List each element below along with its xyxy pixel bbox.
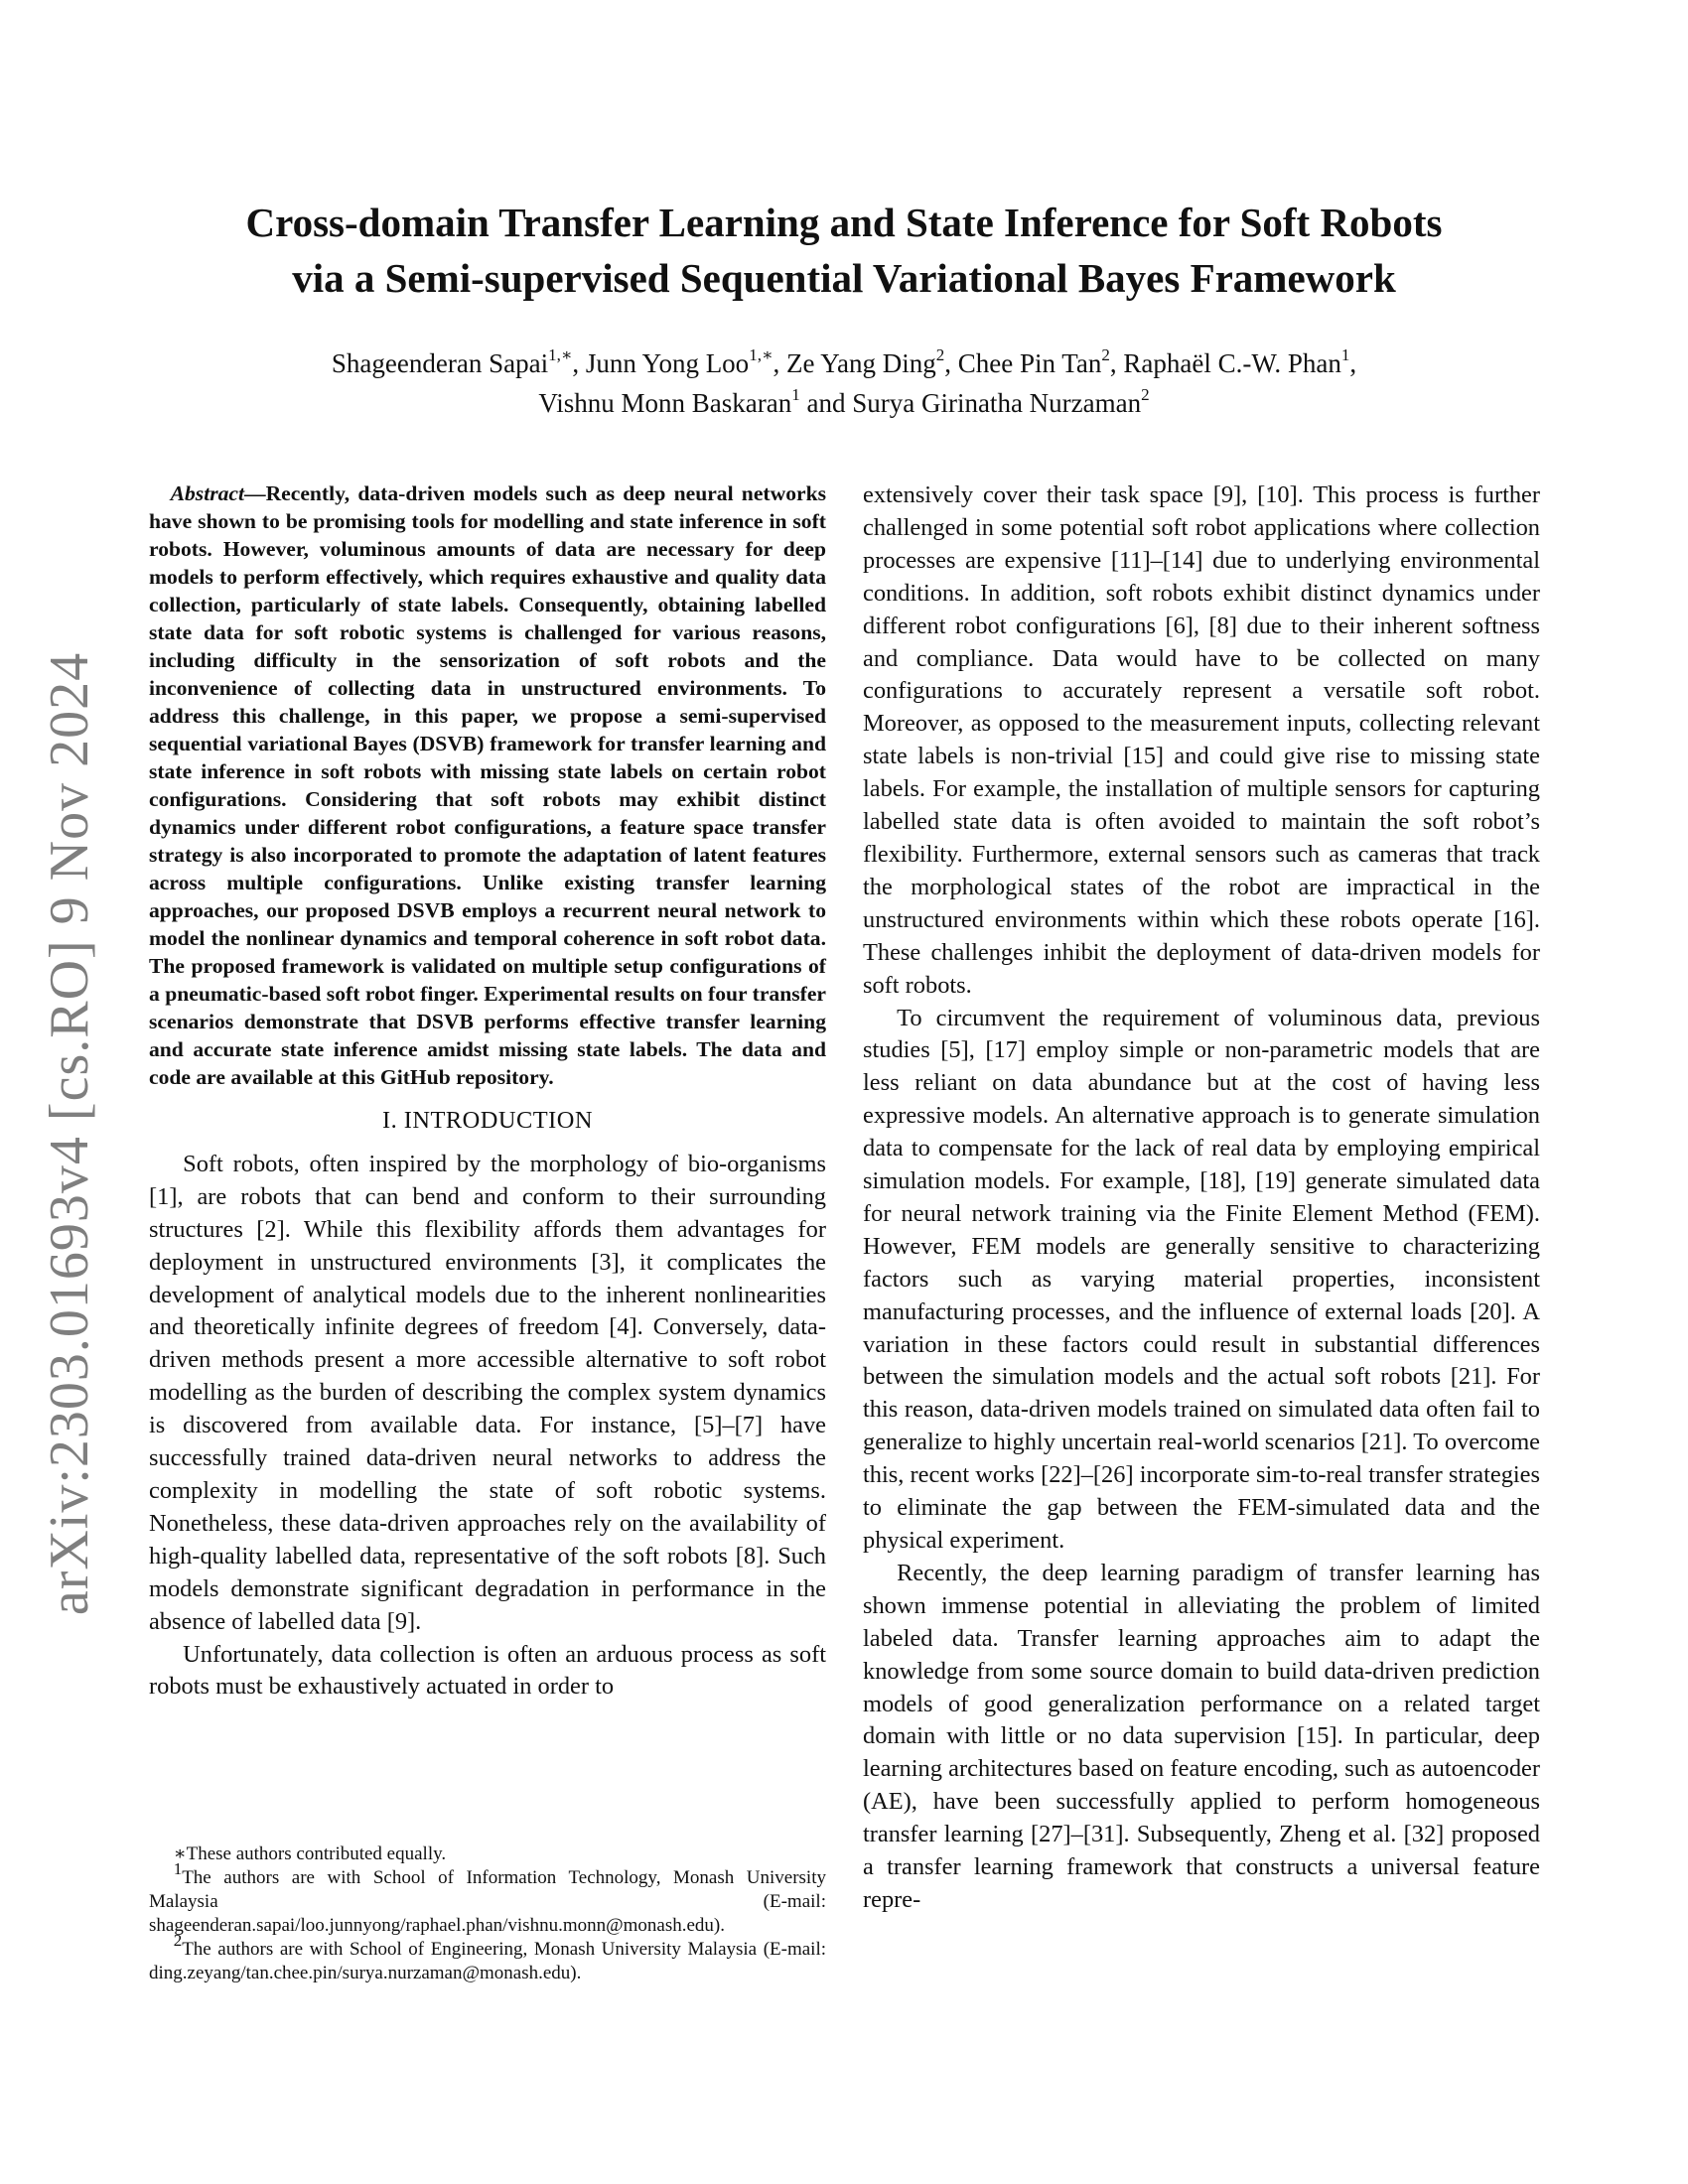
author-line-2: [149, 383, 1539, 423]
author-affiliation: 1: [1340, 345, 1350, 364]
footnote-mark-2: 2: [173, 1930, 183, 1950]
author-name: Chee Pin Tan: [957, 348, 1102, 378]
abstract-dash: —: [243, 481, 266, 505]
section-heading-introduction: I. INTRODUCTION: [381, 1107, 594, 1134]
footnote-text-1: The authors are with School of Information Technology, Monash University Malaysia (E-mail: shageenderan.sapai/loo.junnyong/raphael.phan/vishnu.monn@monash.edu).: [149, 1867, 826, 1936]
author-separator: ,: [773, 348, 786, 378]
arxiv-identifier-stamp: arXiv:2303.01693v4 [cs.RO] 9 Nov 2024: [39, 651, 100, 1616]
author-affiliation: 1,∗: [749, 345, 774, 364]
footnote-mark-1: 1: [173, 1858, 183, 1878]
title-line-1: Cross-domain Transfer Learning and State Inference for Soft Robots: [245, 200, 1443, 245]
footnote-equal-contribution: ∗These authors contributed equally.: [173, 1843, 447, 1864]
author-affiliation: 2: [1141, 385, 1150, 404]
author-name: Surya Girinatha Nurzaman: [852, 388, 1142, 418]
abstract: [149, 479, 826, 1091]
author-affiliation: 1,∗: [548, 345, 573, 364]
paper-title: [149, 195, 1539, 306]
title-line-2: via a Semi-supervised Sequential Variational Bayes Framework: [292, 255, 1396, 301]
abstract-label: Abstract: [170, 481, 244, 505]
author-list: [149, 343, 1539, 423]
abstract-text: Recently, data-driven models such as deep neural networks have shown to be promising tools for modelling and state inference in soft robots. However, voluminous amounts of data are necessary for deep models to perform effectively, which requires exhaustive and quality data collection, particularly of state labels. Consequently, obtaining labelled state data for soft robotic systems is challenged for various reasons, including difficulty in the sensorization of soft robots and the inconvenience of collecting data in unstructured environments. To address this challenge, in this paper, we propose a semi-supervised sequential variational Bayes (DSVB) framework for transfer learning and state inference in soft robots with missing state labels on certain robot configurations. Considering that soft robots may exhibit distinct dynamics under different robot configurations, a feature space transfer strategy is also incorporated to promote the adaptation of latent features across multiple configurations. Unlike existing transfer learning approaches, our proposed DSVB employs a recurrent neural network to model the nonlinear dynamics and temporal coherence in soft robot data. The proposed framework is validated on multiple setup configurations of a pneumatic-based soft robot finger. Experimental results on four transfer scenarios demonstrate that DSVB performs effective transfer learning and accurate state inference amidst missing state labels. The data and code are available at this GitHub repository.: [149, 481, 826, 1089]
author-affiliation: 2: [1101, 345, 1110, 364]
footnote-affiliation-1: [149, 1858, 826, 1938]
footnote-text-2: The authors are with School of Engineering, Monash University Malaysia (E-mail: ding.zeyang/tan.chee.pin/surya.nurzaman@monash.edu).: [149, 1939, 826, 1983]
footnote-affiliation-2: [149, 1930, 826, 1985]
author-name: Shageenderan Sapai: [331, 348, 549, 378]
left-column: [149, 479, 826, 1704]
intro-paragraph-1: Soft robots, often inspired by the morphology of bio-organisms [1], are robots that can bend and conform to their surrounding structures [2]. While this flexibility affords them advantages for deployment in unstructured environments [3], it complicates the development of analytical models due to the inherent nonlinearities and theoretically infinite degrees of freedom [4]. Conversely, data-driven methods present a more accessible alternative to soft robot modelling as the burden of describing the complex system dynamics is discovered from available data. For instance, [5]–[7] have successfully trained data-driven neural networks to address the complexity in modelling the state of soft robotic systems. Nonetheless, these data-driven approaches rely on the availability of high-quality labelled data, representative of the soft robots [8]. Such models demonstrate significant degradation in performance in the absence of labelled data [9].: [149, 1150, 826, 1635]
author-name: Vishnu Monn Baskaran: [538, 388, 792, 418]
author-name: Junn Yong Loo: [585, 348, 750, 378]
author-affiliation: 2: [935, 345, 945, 364]
author-separator: ,: [944, 348, 958, 378]
body-paragraph-continued: extensively cover their task space [9], [10]. This process is further challenged in some potential soft robot applications where collection processes are expensive [11]–[14] due to underlying environmental conditions. In addition, soft robots exhibit distinct dynamics under different robot configurations [6], [8] due to their inherent softness and compliance. Data would have to be collected on many configurations to accurately represent a versatile soft robot. Moreover, as opposed to the measurement inputs, collecting relevant state labels is non-trivial [15] and could give rise to missing state labels. For example, the installation of multiple sensors for capturing labelled state data is often avoided to maintain the soft robot’s flexibility. Furthermore, external sensors such as cameras that track the morphological states of the robot are impractical in the unstructured environments within which these robots operate [16]. These challenges inhibit the deployment of data-driven models for soft robots.: [863, 481, 1540, 999]
author-name: Raphaël C.-W. Phan: [1123, 348, 1341, 378]
body-paragraph-circumvent: To circumvent the requirement of voluminous data, previous studies [5], [17] employ simple or non-parametric models that are less reliant on data abundance but at the cost of having less expressive models. An alternative approach is to generate simulation data to compensate for the lack of real data by employing empirical simulation models. For example, [18], [19] generate simulated data for neural network training via the Finite Element Method (FEM). However, FEM models are generally sensitive to characterizing factors such as varying material properties, inconsistent manufacturing processes, and the influence of external loads [20]. A variation in these factors could result in substantial differences between the simulation models and the actual soft robots [21]. For this reason, data-driven models trained on simulated data often fail to generalize to highly uncertain real-world scenarios [21]. To overcome this, recent works [22]–[26] incorporate sim-to-real transfer strategies to eliminate the gap between the FEM-simulated data and the physical experiment.: [863, 1004, 1540, 1554]
author-separator: ,: [1109, 348, 1124, 378]
author-separator: ,: [1349, 348, 1357, 378]
right-column: [863, 479, 1540, 1917]
body-paragraph-transfer-learning: Recently, the deep learning paradigm of transfer learning has shown immense potential in alleviating the problem of limited labeled data. Transfer learning approaches aim to adapt the knowledge from some source domain to build data-driven prediction models of good generalization performance on a related target domain with little or no data supervision [15]. In particular, deep learning architectures based on feature encoding, such as autoencoder (AE), have been successfully applied to perform homogeneous transfer learning [27]–[31]. Subsequently, Zheng et al. [32] proposed a transfer learning framework that constructs a universal feature repre-: [863, 1559, 1540, 1913]
intro-paragraph-2: Unfortunately, data collection is often an arduous process as soft robots must be exhaustively actuated in order to: [149, 1640, 826, 1701]
author-separator: ,: [572, 348, 586, 378]
author-separator: and: [799, 388, 853, 418]
author-affiliation: 1: [791, 385, 800, 404]
author-name: Ze Yang Ding: [786, 348, 936, 378]
author-line-1: [149, 343, 1539, 383]
footnotes: [149, 1843, 826, 1985]
